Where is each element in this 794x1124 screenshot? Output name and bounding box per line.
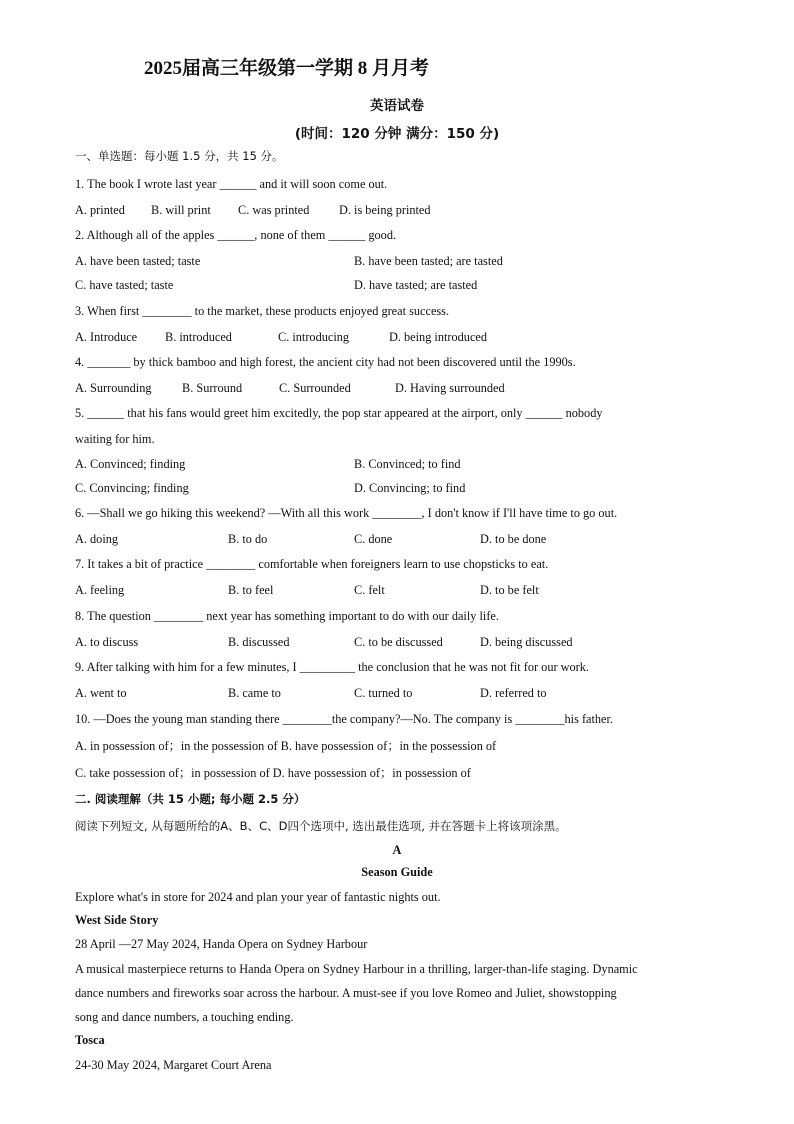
q1-option-b[interactable]: B. will print bbox=[151, 203, 211, 217]
time-info: (时间：120 分钟 满分：150 分) bbox=[294, 126, 500, 142]
q5-option-c[interactable]: C. Convincing; finding bbox=[75, 481, 189, 495]
q9-stem: 9. After talking with him for a few minutes, I _________ the conclusion that he was not fit for our work. bbox=[75, 660, 589, 674]
q2-option-c[interactable]: C. have tasted; taste bbox=[75, 278, 174, 292]
q6-stem: 6. —Shall we go hiking this weekend? —With all this work ________, I don't know if I'll have time to go out. bbox=[75, 506, 618, 520]
q4-option-b[interactable]: B. Surround bbox=[182, 381, 243, 395]
q9-option-d[interactable]: D. referred to bbox=[480, 686, 547, 700]
q4-option-a[interactable]: A. Surrounding bbox=[75, 381, 152, 395]
q8-option-d[interactable]: D. being discussed bbox=[480, 635, 573, 649]
q10-options-row1[interactable]: A. in possession of；in the possession of B. have possession of；in the possession of bbox=[75, 739, 497, 753]
q1-option-c[interactable]: C. was printed bbox=[238, 203, 310, 217]
show1-desc-line1: A musical masterpiece returns to Handa Opera on Sydney Harbour in a thrilling, larger-than-life staging. Dynamic bbox=[75, 962, 638, 976]
passage-intro: Explore what's in store for 2024 and plan your year of fantastic nights out. bbox=[75, 890, 441, 904]
q1-option-a[interactable]: A. printed bbox=[75, 203, 125, 217]
q5-option-b[interactable]: B. Convinced; to find bbox=[354, 457, 461, 471]
q3-stem: 3. When first ________ to the market, these products enjoyed great success. bbox=[75, 304, 450, 318]
q8-option-b[interactable]: B. discussed bbox=[228, 635, 290, 649]
q7-option-b[interactable]: B. to feel bbox=[228, 583, 274, 597]
q4-option-c[interactable]: C. Surrounded bbox=[279, 381, 351, 395]
q9-option-b[interactable]: B. came to bbox=[228, 686, 281, 700]
q4-option-d[interactable]: D. Having surrounded bbox=[395, 381, 505, 395]
passage-label: A bbox=[392, 843, 402, 857]
section2-instruction: 阅读下列短文, 从每题所给的A、B、C、D四个选项中, 选出最佳选项, 并在答题卡上将该项涂黑。 bbox=[75, 819, 567, 833]
show1-info: 28 April —27 May 2024, Handa Opera on Sydney Harbour bbox=[75, 937, 368, 951]
q1-option-d[interactable]: D. is being printed bbox=[339, 203, 431, 217]
passage-title: Season Guide bbox=[361, 865, 433, 879]
q8-option-a[interactable]: A. to discuss bbox=[75, 635, 139, 649]
q5-option-a[interactable]: A. Convinced; finding bbox=[75, 457, 186, 471]
q5-option-d[interactable]: D. Convincing; to find bbox=[354, 481, 466, 495]
q6-option-c[interactable]: C. done bbox=[354, 532, 393, 546]
show2-info: 24-30 May 2024, Margaret Court Arena bbox=[75, 1058, 272, 1072]
q10-options-row2[interactable]: C. take possession of；in possession of D. have possession of；in possession of bbox=[75, 766, 471, 780]
show1-desc-line3: song and dance numbers, a touching ending. bbox=[75, 1010, 294, 1024]
q2-stem: 2. Although all of the apples ______, none of them ______ good. bbox=[75, 228, 397, 242]
q2-option-a[interactable]: A. have been tasted; taste bbox=[75, 254, 201, 268]
section1-heading: 一、单选题：每小题 1.5 分，共 15 分。 bbox=[75, 149, 284, 163]
q10-stem: 10. —Does the young man standing there ________the company?—No. The company is ________his father. bbox=[75, 712, 614, 726]
q9-option-c[interactable]: C. turned to bbox=[354, 686, 413, 700]
q8-stem: 8. The question ________ next year has something important to do with our daily life. bbox=[75, 609, 499, 623]
q7-option-c[interactable]: C. felt bbox=[354, 583, 385, 597]
q3-option-b[interactable]: B. introduced bbox=[165, 330, 232, 344]
q2-option-d[interactable]: D. have tasted; are tasted bbox=[354, 278, 478, 292]
q9-option-a[interactable]: A. went to bbox=[75, 686, 127, 700]
show1-title: West Side Story bbox=[75, 913, 159, 927]
q5-stem-continued: waiting for him. bbox=[75, 432, 155, 446]
subject-title: 英语试卷 bbox=[370, 98, 424, 114]
q1-stem: 1. The book I wrote last year ______ and it will soon come out. bbox=[75, 177, 388, 191]
q7-stem: 7. It takes a bit of practice ________ comfortable when foreigners learn to use chopsticks to eat. bbox=[75, 557, 549, 571]
q6-option-d[interactable]: D. to be done bbox=[480, 532, 547, 546]
q6-option-a[interactable]: A. doing bbox=[75, 532, 119, 546]
section2-heading: 二. 阅读理解（共 15 小题; 每小题 2.5 分） bbox=[75, 792, 306, 806]
q4-stem: 4. _______ by thick bamboo and high forest, the ancient city had not been discovered until the 1990s. bbox=[75, 355, 576, 369]
q8-option-c[interactable]: C. to be discussed bbox=[354, 635, 443, 649]
show2-title: Tosca bbox=[75, 1033, 105, 1047]
q3-option-a[interactable]: A. Introduce bbox=[75, 330, 138, 344]
q7-option-d[interactable]: D. to be felt bbox=[480, 583, 539, 597]
q7-option-a[interactable]: A. feeling bbox=[75, 583, 125, 597]
exam-title: 2025届高三年级第一学期 8 月月考 bbox=[144, 58, 430, 79]
q3-option-d[interactable]: D. being introduced bbox=[389, 330, 488, 344]
q5-stem: 5. ______ that his fans would greet him excitedly, the pop star appeared at the airport, only ______ nobody bbox=[75, 406, 603, 420]
q3-option-c[interactable]: C. introducing bbox=[278, 330, 350, 344]
show1-desc-line2: dance numbers and fireworks soar across the harbour. A must-see if you love Romeo and Juliet, showstopping bbox=[75, 986, 617, 1000]
q6-option-b[interactable]: B. to do bbox=[228, 532, 268, 546]
q2-option-b[interactable]: B. have been tasted; are tasted bbox=[354, 254, 503, 268]
